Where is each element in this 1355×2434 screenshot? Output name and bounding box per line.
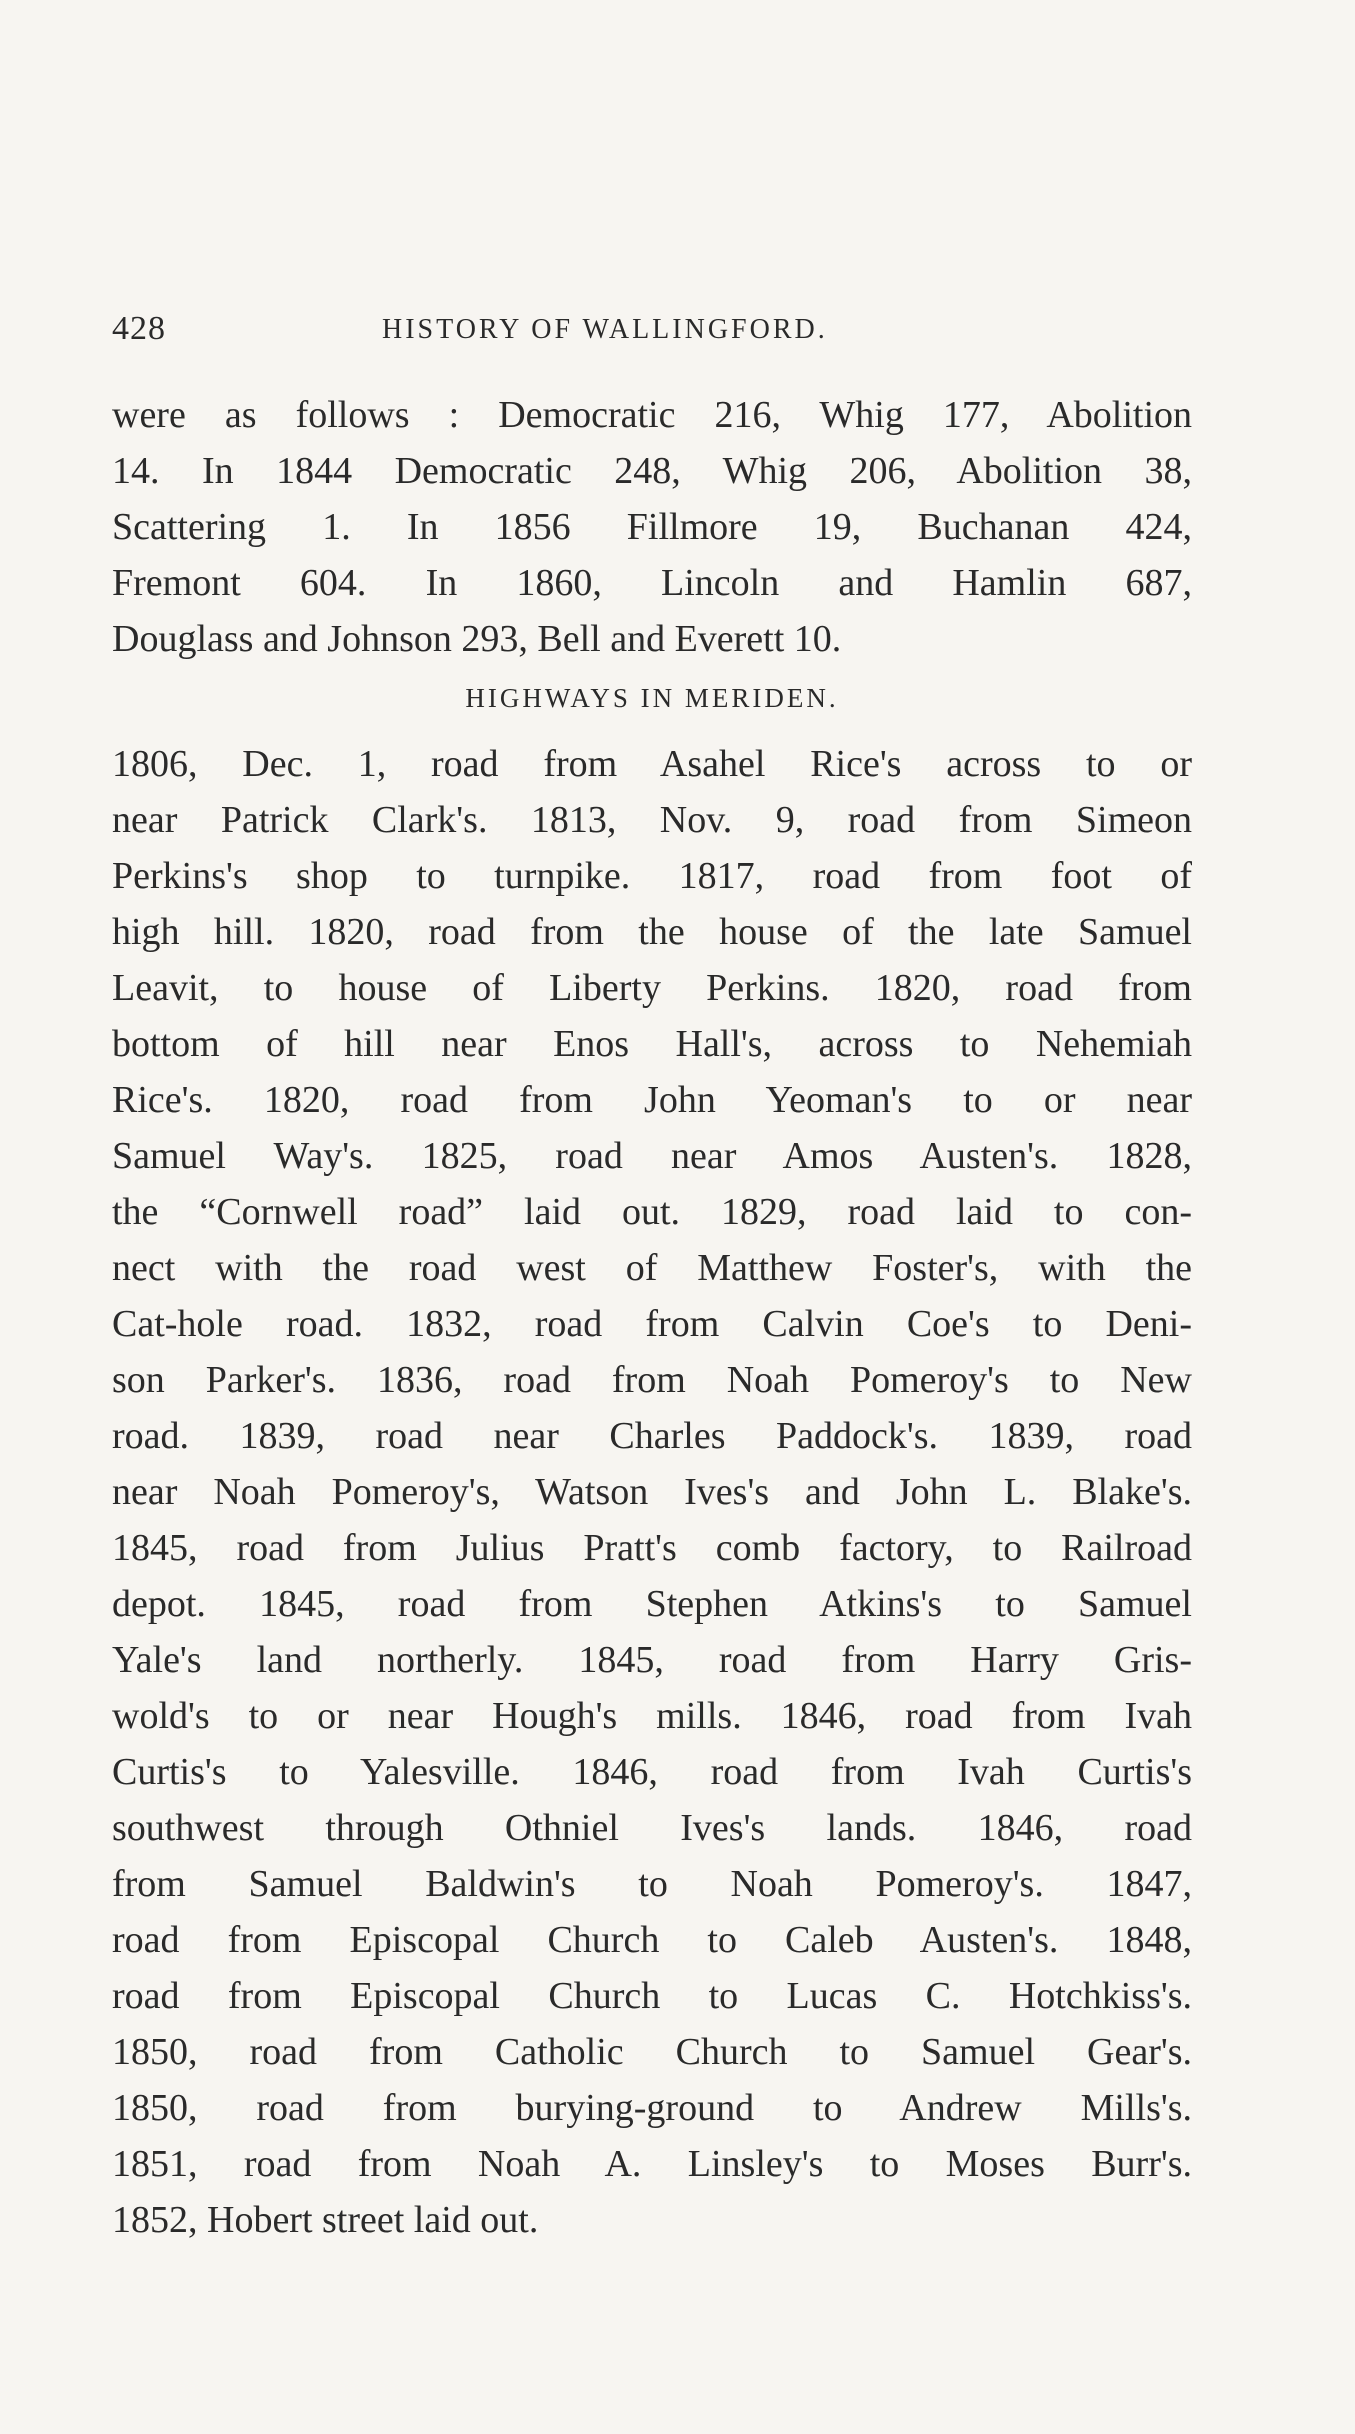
text-line: Yale's land northerly. 1845, road from Harry Gris- bbox=[112, 1639, 1192, 1681]
page-header bbox=[112, 310, 1192, 360]
text-line: wold's to or near Hough's mills. 1846, road from Ivah bbox=[112, 1695, 1192, 1737]
text-line: 1850, road from Catholic Church to Samuel Gear's. bbox=[112, 2031, 1192, 2073]
text-line: Rice's. 1820, road from John Yeoman's to or near bbox=[112, 1079, 1192, 1121]
text-line: Scattering 1. In 1856 Fillmore 19, Buchanan 424, bbox=[112, 506, 1192, 548]
text-line: near Noah Pomeroy's, Watson Ives's and John L. Blake's. bbox=[112, 1471, 1192, 1513]
highways-paragraph bbox=[112, 736, 1192, 2248]
text-line: nect with the road west of Matthew Foster's, with the bbox=[112, 1247, 1192, 1289]
text-line: near Patrick Clark's. 1813, Nov. 9, road from Simeon bbox=[112, 799, 1192, 841]
text-line: Perkins's shop to turnpike. 1817, road from foot of bbox=[112, 855, 1192, 897]
text-line: son Parker's. 1836, road from Noah Pomeroy's to New bbox=[112, 1359, 1192, 1401]
text-line: Curtis's to Yalesville. 1846, road from Ivah Curtis's bbox=[112, 1751, 1192, 1793]
text-line: 1845, road from Julius Pratt's comb factory, to Railroad bbox=[112, 1527, 1192, 1569]
text-line: road from Episcopal Church to Lucas C. Hotchkiss's. bbox=[112, 1975, 1192, 2017]
text-line: 1850, road from burying-ground to Andrew Mills's. bbox=[112, 2087, 1192, 2129]
text-line: 1806, Dec. 1, road from Asahel Rice's across to or bbox=[112, 743, 1192, 785]
text-line: Douglass and Johnson 293, Bell and Everett 10. bbox=[112, 618, 842, 660]
text-line: road. 1839, road near Charles Paddock's. 1839, road bbox=[112, 1415, 1192, 1457]
text-line: 1851, road from Noah A. Linsley's to Moses Burr's. bbox=[112, 2143, 1192, 2185]
text-line: 14. In 1844 Democratic 248, Whig 206, Abolition 38, bbox=[112, 450, 1192, 492]
text-line: Cat-hole road. 1832, road from Calvin Coe's to Deni- bbox=[112, 1303, 1192, 1345]
text-line: from Samuel Baldwin's to Noah Pomeroy's. 1847, bbox=[112, 1863, 1192, 1905]
election-results-paragraph bbox=[112, 387, 1192, 667]
text-line: road from Episcopal Church to Caleb Austen's. 1848, bbox=[112, 1919, 1192, 1961]
text-line: Samuel Way's. 1825, road near Amos Austen's. 1828, bbox=[112, 1135, 1192, 1177]
text-line: were as follows : Democratic 216, Whig 177, Abolition bbox=[112, 394, 1192, 436]
section-heading: HIGHWAYS IN MERIDEN. bbox=[465, 683, 839, 713]
text-line: bottom of hill near Enos Hall's, across to Nehemiah bbox=[112, 1023, 1192, 1065]
running-head: HISTORY OF WALLINGFORD. bbox=[382, 314, 828, 345]
text-line: Fremont 604. In 1860, Lincoln and Hamlin 687, bbox=[112, 562, 1192, 604]
page-number: 428 bbox=[112, 310, 166, 347]
text-line: southwest through Othniel Ives's lands. 1846, road bbox=[112, 1807, 1192, 1849]
text-line: the “Cornwell road” laid out. 1829, road laid to con- bbox=[112, 1191, 1192, 1233]
text-line: high hill. 1820, road from the house of the late Samuel bbox=[112, 911, 1192, 953]
text-line: depot. 1845, road from Stephen Atkins's to Samuel bbox=[112, 1583, 1192, 1625]
text-line: Leavit, to house of Liberty Perkins. 1820, road from bbox=[112, 967, 1192, 1009]
text-line: 1852, Hobert street laid out. bbox=[112, 2199, 539, 2241]
